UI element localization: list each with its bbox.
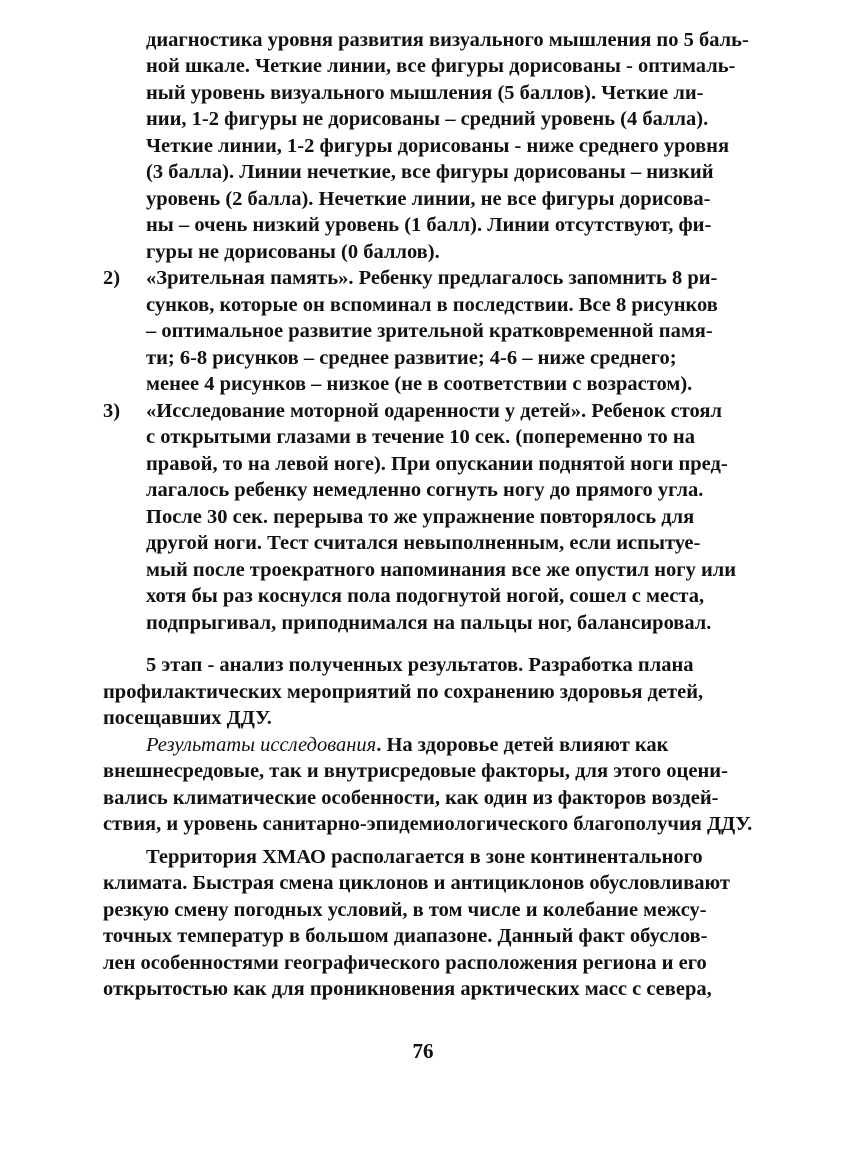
list-number: 3) (103, 400, 121, 422)
text-line: Территория ХМАО располагается в зоне континентального (146, 846, 703, 868)
stage-label: 5 этап (146, 654, 203, 676)
text-line: мый после троекратного напоминания все же опустил ногу или (146, 559, 737, 581)
text-line: ти; 6-8 рисунков – среднее развитие; 4-6 – ниже среднего; (146, 347, 677, 369)
text-line: хотя бы раз коснулся пола подогнутой ногой, сошел с места, (146, 585, 705, 607)
text-line: лен особенностями географического расположения региона и его (103, 952, 707, 974)
text-line: правой, то на левой ноге). При опускании поднятой ноги пред- (146, 453, 728, 475)
text-line: подпрыгивал, приподнимался на пальцы ног, балансировал. (146, 612, 712, 634)
text-line: ствия, и уровень санитарно-эпидемиологического благополучия ДДУ. (103, 813, 753, 835)
text-line: После 30 сек. перерыва то же упражнение повторялось для (146, 506, 695, 528)
text-line: открытостью как для проникновения арктических масс с севера, (103, 978, 712, 1000)
text-line: внешнесредовые, так и внутрисредовые факторы, для этого оцени- (103, 760, 728, 782)
text-line: посещавших ДДУ. (103, 707, 272, 729)
text-line: гуры не дорисованы (0 баллов). (146, 241, 440, 263)
results-label: Результаты исследования (146, 734, 377, 756)
text-line: – оптимальное развитие зрительной кратковременной памя- (146, 320, 713, 342)
text-line: с открытыми глазами в течение 10 сек. (попеременно то на (146, 426, 695, 448)
text-line: нии, 1-2 фигуры не дорисованы – средний уровень (4 балла). (146, 108, 709, 130)
text-line: ны – очень низкий уровень (1 балл). Линии отсутствуют, фи- (146, 214, 712, 236)
text-line: уровень (2 балла). Нечеткие линии, не все фигуры дорисова- (146, 188, 711, 210)
page-number: 76 (412, 1039, 434, 1063)
text-line: диагностика уровня развития визуального мышления по 5 баль- (146, 29, 749, 51)
text-line: Четкие линии, 1-2 фигуры дорисованы - ниже среднего уровня (146, 135, 730, 157)
stage-paragraph-first-line (146, 652, 694, 678)
text-span: . На здоровье детей влияют как (376, 734, 669, 756)
results-paragraph-first-line (146, 732, 668, 758)
text-line: другой ноги. Тест считался невыполненным, если испытуе- (146, 532, 701, 554)
text-line: сунков, которые он вспоминал в последствии. Все 8 рисунков (146, 294, 718, 316)
text-line: ный уровень визуального мышления (5 баллов). Четкие ли- (146, 82, 704, 104)
text-line: вались климатические особенности, как один из факторов воздей- (103, 787, 719, 809)
text-span: - анализ полученных результатов. Разработка плана (207, 654, 694, 676)
text-line: «Зрительная память». Ребенку предлагалось запомнить 8 ри- (146, 267, 718, 289)
text-line: климата. Быстрая смена циклонов и антициклонов обусловливают (103, 872, 731, 894)
text-line: лагалось ребенку немедленно согнуть ногу до прямого угла. (146, 479, 704, 501)
list-number: 2) (103, 267, 121, 289)
text-line: «Исследование моторной одаренности у детей». Ребенок стоял (146, 400, 722, 422)
text-line: резкую смену погодных условий, в том числе и колебание межсу- (103, 899, 707, 921)
text-line: ной шкале. Четкие линии, все фигуры дорисованы - оптималь- (146, 55, 736, 77)
text-line: (3 балла). Линии нечеткие, все фигуры дорисованы – низкий (146, 161, 714, 183)
text-line: менее 4 рисунков – низкое (не в соответствии с возрастом). (146, 373, 693, 395)
text-line: точных температур в большом диапазоне. Данный факт обуслов- (103, 925, 708, 947)
text-line: профилактических мероприятий по сохранению здоровья детей, (103, 681, 704, 703)
